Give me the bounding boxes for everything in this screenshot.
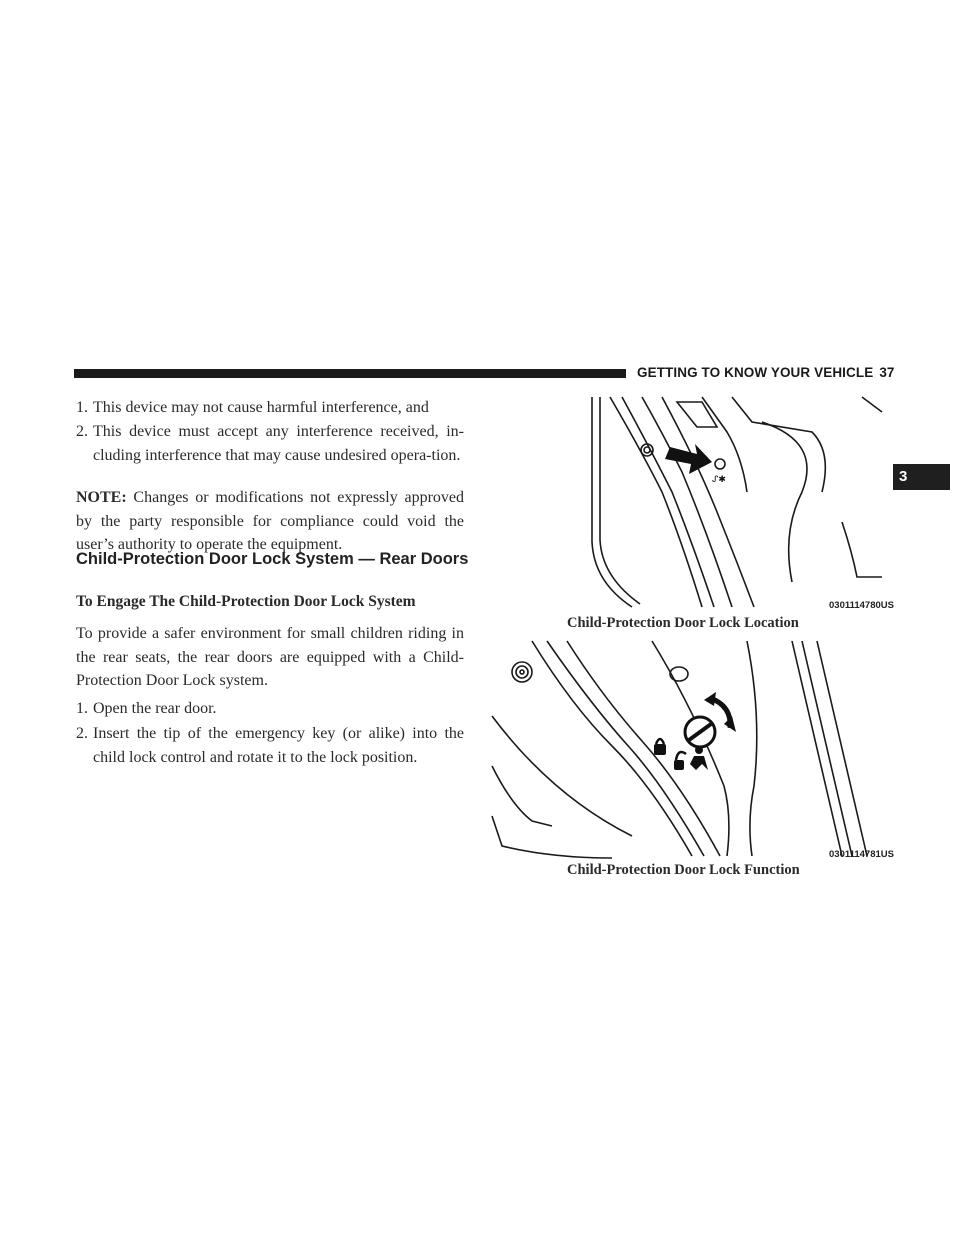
- step-item: 2. Insert the tip of the emergency key (or alike) into the child lock control and rotate it to the lock position.: [76, 722, 464, 769]
- page-number: 37: [879, 365, 895, 380]
- note-paragraph: [76, 486, 464, 557]
- running-header: [637, 365, 895, 380]
- list-item-text: This device may not cause harmful interference, and: [93, 399, 429, 416]
- note-label: NOTE:: [76, 489, 127, 506]
- door-lock-location-illustration: [492, 392, 882, 614]
- note-text: Changes or modifications not expressly approved by the party responsible for compliance could void the user’s authority to operate the equipment.: [76, 489, 464, 553]
- section-title: GETTING TO KNOW YOUR VEHICLE: [637, 365, 874, 380]
- list-item: 2. This device must accept any interference received, in-cluding interference that may cause undesired opera-tion.: [76, 420, 464, 467]
- figure-code: 0301114780US: [829, 600, 894, 611]
- list-item: 1. This device may not cause harmful interference, and: [76, 396, 464, 420]
- step-item: 1. Open the rear door.: [76, 697, 464, 721]
- subheading: To Engage The Child-Protection Door Lock System: [76, 593, 416, 610]
- chapter-tab: 3: [893, 464, 950, 490]
- section-heading: Child-Protection Door Lock System — Rear Doors: [76, 550, 469, 568]
- figure-caption: Child-Protection Door Lock Function: [567, 862, 800, 878]
- figure-code: 0301114781US: [829, 849, 894, 860]
- door-lock-function-illustration: [492, 636, 882, 862]
- header-rule: [74, 369, 626, 378]
- figure-door-lock-location: [492, 392, 894, 614]
- list-item-text: This device must accept any interference received, in-cluding interference that may cause undesired opera-tion.: [93, 423, 464, 464]
- svg-text:ᔑ✱: ᔑ✱: [712, 475, 726, 485]
- intro-paragraph: To provide a safer environment for small children riding in the rear seats, the rear doors are equipped with a Child-Protection Door Lock system.: [76, 625, 464, 689]
- figure-door-lock-function: [492, 636, 894, 862]
- figure-caption: Child-Protection Door Lock Location: [567, 615, 799, 631]
- step-text: Insert the tip of the emergency key (or alike) into the child lock control and rotate it to the lock position.: [93, 725, 464, 766]
- step-text: Open the rear door.: [93, 700, 217, 717]
